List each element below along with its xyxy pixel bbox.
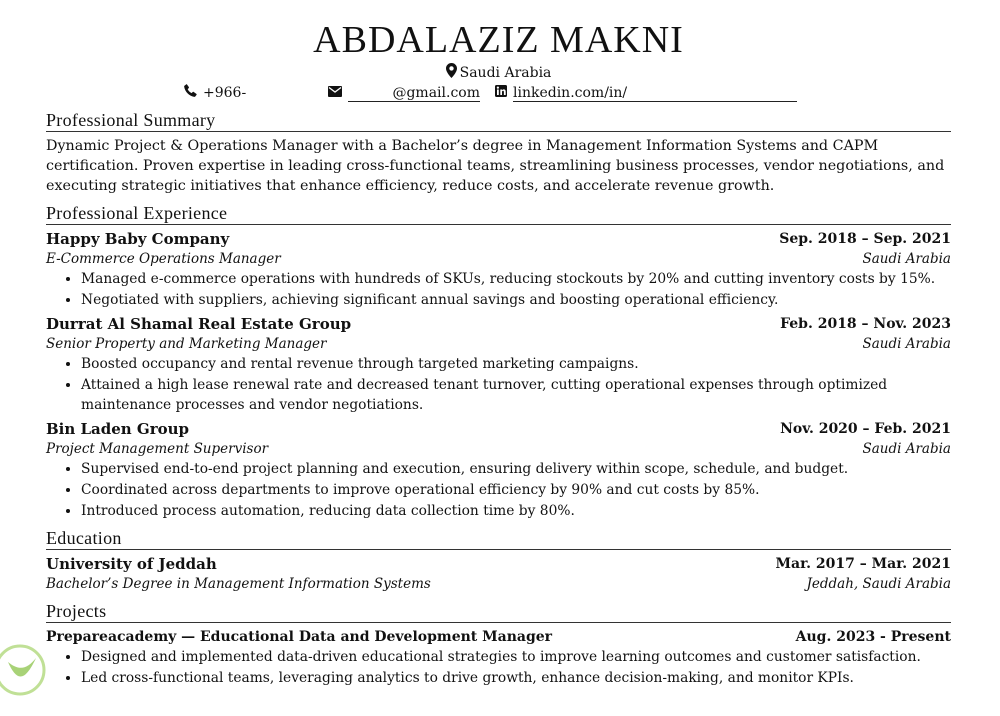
location-text: Saudi Arabia: [459, 65, 552, 81]
job-location: Saudi Arabia: [862, 336, 951, 352]
projects-heading: Projects: [46, 600, 951, 623]
experience-heading: Professional Experience: [46, 202, 951, 225]
phone-contact[interactable]: [184, 83, 246, 103]
summary-heading: Professional Summary: [46, 109, 951, 132]
linkedin-contact[interactable]: [495, 83, 797, 103]
job-location: Saudi Arabia: [862, 441, 951, 457]
bullet-item: • Introduced process automation, reducing data collection time by 80%.: [81, 501, 951, 521]
company-name: Bin Laden Group: [46, 420, 190, 438]
experience-entry: [46, 229, 951, 310]
job-dates: Feb. 2018 – Nov. 2023: [780, 316, 951, 332]
job-role: Senior Property and Marketing Manager: [46, 336, 327, 352]
job-dates: Nov. 2020 – Feb. 2021: [780, 421, 951, 437]
job-role: Project Management Supervisor: [46, 441, 269, 457]
linkedin-icon: [495, 83, 513, 103]
company-name: Durrat Al Shamal Real Estate Group: [46, 315, 352, 333]
map-pin-icon: [446, 63, 457, 83]
education-entry: [46, 554, 951, 594]
bullet-item: • Negotiated with suppliers, achieving significant annual savings and boosting operational efficiency.: [81, 290, 951, 310]
project-entry: [46, 627, 951, 688]
email-link[interactable]: @gmail.com: [348, 85, 480, 102]
job-bullets: [46, 354, 951, 415]
job-dates: Sep. 2018 – Sep. 2021: [779, 231, 951, 247]
education-dates: Mar. 2017 – Mar. 2021: [775, 556, 951, 572]
resume-page: [46, 0, 951, 689]
projects-list: [46, 627, 951, 688]
company-name: Happy Baby Company: [46, 230, 230, 248]
bullet-item: • Designed and implemented data-driven educational strategies to improve learning outcomes and customer satisfaction.: [81, 647, 951, 667]
email-contact[interactable]: [328, 83, 480, 103]
bullet-item: • Supervised end-to-end project planning and execution, ensuring delivery within scope, schedule, and budget.: [81, 459, 951, 479]
bullet-item: • Managed e-commerce operations with hundreds of SKUs, reducing stockouts by 20% and cutting inventory costs by 15%.: [81, 269, 951, 289]
job-location: Saudi Arabia: [862, 251, 951, 267]
phone-icon: [184, 83, 203, 103]
linkedin-link[interactable]: linkedin.com/in/: [513, 85, 797, 102]
project-bullets: [46, 647, 951, 688]
bullet-item: • Led cross-functional teams, leveraging analytics to drive growth, enhance decision-making, and monitor KPIs.: [81, 668, 951, 688]
project-dates: Aug. 2023 - Present: [795, 629, 951, 645]
contact-row: [46, 83, 951, 103]
education-location: Jeddah, Saudi Arabia: [806, 576, 951, 592]
project-name: Prepareacademy — Educational Data and Development Manager: [46, 629, 553, 645]
bullet-item: • Boosted occupancy and rental revenue through targeted marketing campaigns.: [81, 354, 951, 374]
education-heading: Education: [46, 527, 951, 550]
bullet-item: • Attained a high lease renewal rate and decreased tenant turnover, cutting operational expenses through optimized maintenance processes and vendor negotiations.: [81, 375, 951, 415]
degree-name: Bachelor’s Degree in Management Information Systems: [46, 576, 431, 592]
experience-entry: [46, 314, 951, 415]
job-bullets: [46, 269, 951, 310]
experience-list: [46, 229, 951, 521]
candidate-name: ABDALAZIZ MAKNI: [313, 19, 684, 61]
location-line: [46, 63, 951, 81]
summary-text: Dynamic Project & Operations Manager with a Bachelor’s degree in Management Information Systems and CAPM certification. Proven expertise in leading cross-functional teams, streamlining business processes, vendor negotiations, and executing strategic initiatives that enhance efficiency, reduce costs, and accelerate revenue growth.: [46, 138, 945, 194]
envelope-icon: [328, 83, 348, 103]
school-name: University of Jeddah: [46, 555, 217, 573]
job-bullets: [46, 459, 951, 521]
job-role: E-Commerce Operations Manager: [46, 251, 281, 267]
watermark-logo-icon: [0, 628, 48, 712]
bullet-item: • Coordinated across departments to improve operational efficiency by 90% and cut costs by 85%.: [81, 480, 951, 500]
experience-entry: [46, 419, 951, 521]
phone-text: +966-: [203, 85, 247, 101]
